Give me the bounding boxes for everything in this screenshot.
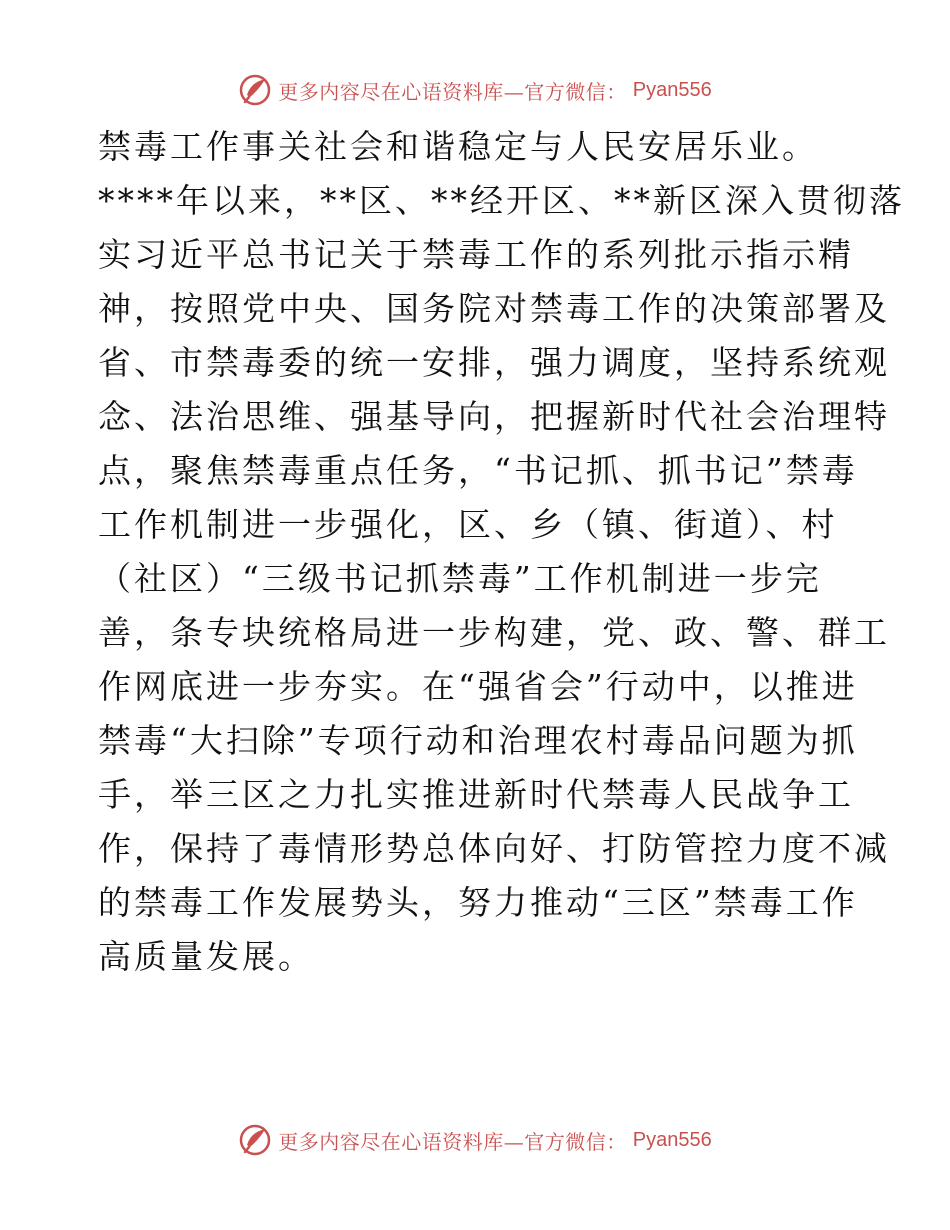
header-wechat-id: Pyan556 [632, 78, 712, 101]
paragraph-line: 神，按照党中央、国务院对禁毒工作的决策部署及 [98, 289, 890, 328]
footer-banner-text: 更多内容尽在心语资料库—官方微信： [278, 1129, 627, 1154]
footer-banner [0, 1120, 950, 1160]
paragraph-line: 的禁毒工作发展势头，努力推动“三区”禁毒工作 [98, 883, 858, 922]
paragraph-line: 作，保持了毒情形势总体向好、打防管控力度不减 [98, 829, 890, 868]
paragraph-line: （社区）“三级书记抓禁毒”工作机制进一步完 [98, 559, 822, 598]
brand-logo-icon [238, 1123, 272, 1157]
document-body [98, 120, 905, 984]
paragraph-line: 工作机制进一步强化，区、乡（镇、街道）、村 [98, 505, 838, 544]
paragraph-line: ****年以来，**区、**经开区、**新区深入贯彻落 [98, 181, 905, 220]
paragraph-line: 手，举三区之力扎实推进新时代禁毒人民战争工 [98, 775, 854, 814]
paragraph-line: 禁毒工作事关社会和谐稳定与人民安居乐业。 [98, 127, 818, 166]
paragraph-line: 省、市禁毒委的统一安排，强力调度，坚持系统观 [98, 343, 890, 382]
footer-wechat-id: Pyan556 [632, 1128, 712, 1151]
header-banner [0, 70, 950, 110]
paragraph-line: 作网底进一步夯实。在“强省会”行动中，以推进 [98, 667, 858, 706]
paragraph-line: 点，聚焦禁毒重点任务，“书记抓、抓书记”禁毒 [98, 451, 858, 490]
brand-logo-icon [238, 73, 272, 107]
paragraph-line: 实习近平总书记关于禁毒工作的系列批示指示精 [98, 235, 854, 274]
paragraph-line: 念、法治思维、强基导向，把握新时代社会治理特 [98, 397, 890, 436]
paragraph-line: 高质量发展。 [98, 937, 314, 976]
paragraph-line: 善，条专块统格局进一步构建，党、政、警、群工 [98, 613, 890, 652]
header-banner-text: 更多内容尽在心语资料库—官方微信： [278, 79, 627, 104]
paragraph-line: 禁毒“大扫除”专项行动和治理农村毒品问题为抓 [98, 721, 858, 760]
